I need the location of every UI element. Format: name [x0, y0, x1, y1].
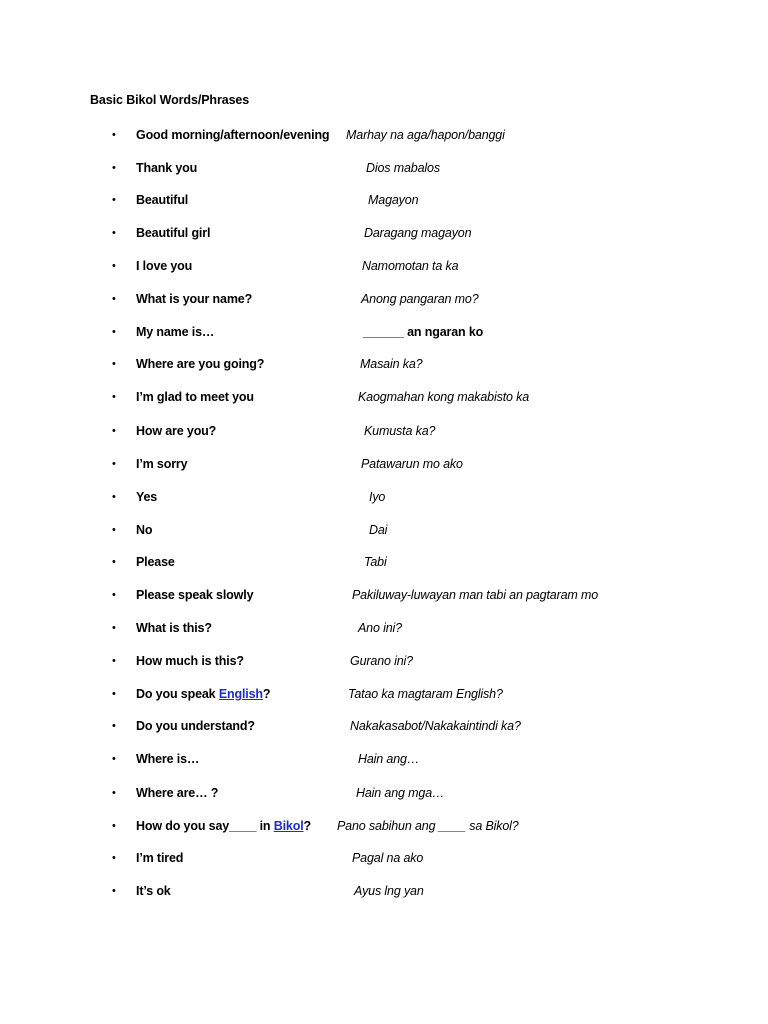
english-phrase: No [136, 523, 153, 537]
bullet-icon: • [112, 129, 116, 141]
english-phrase: I love you [136, 259, 193, 273]
english-phrase: Beautiful [136, 193, 189, 207]
english-phrase: Yes [136, 490, 158, 504]
list-item [0, 422, 768, 442]
bikol-translation: Hain ang mga… [356, 786, 445, 800]
list-item [0, 323, 768, 343]
list-item [0, 126, 768, 146]
bullet-icon: • [112, 589, 116, 601]
bullet-icon: • [112, 622, 116, 634]
bullet-icon: • [112, 293, 116, 305]
bikol-translation: Dios mabalos [366, 161, 440, 175]
bikol-translation: Patawarun mo ako [361, 457, 463, 471]
bikol-translation: Magayon [368, 193, 419, 207]
list-item [0, 882, 768, 902]
bikol-link[interactable]: Bikol [273, 819, 304, 833]
bikol-translation: Daragang magayon [364, 226, 472, 240]
bikol-translation: Ayus lng yan [354, 884, 424, 898]
english-phrase-part: Do you speak [136, 687, 219, 701]
list-item [0, 159, 768, 179]
list-item [0, 388, 768, 408]
english-phrase: Good morning/afternoon/evening [136, 128, 330, 142]
bikol-translation: Iyo [369, 490, 386, 504]
english-phrase: I’m sorry [136, 457, 188, 471]
list-item [0, 488, 768, 508]
bullet-icon: • [112, 227, 116, 239]
list-item [0, 784, 768, 804]
bikol-translation: Ano ini? [358, 621, 402, 635]
english-phrase: Where are you going? [136, 357, 265, 371]
list-item [0, 717, 768, 737]
bikol-translation: Nakakasabot/Nakakaintindi ka? [350, 719, 521, 733]
list-item [0, 817, 768, 837]
bullet-icon: • [112, 688, 116, 700]
english-phrase: Please [136, 555, 175, 569]
list-item [0, 849, 768, 869]
list-item [0, 750, 768, 770]
bikol-translation: Dai [369, 523, 388, 537]
english-phrase-part: ? [262, 687, 271, 701]
bullet-icon: • [112, 391, 116, 403]
list-item [0, 685, 768, 705]
list-item [0, 257, 768, 277]
list-item [0, 455, 768, 475]
list-item [0, 521, 768, 541]
list-item [0, 586, 768, 606]
bikol-translation: Pano sabihun ang ____ sa Bikol? [337, 819, 519, 833]
bikol-translation: ______ an ngaran ko [363, 325, 484, 339]
bullet-icon: • [112, 491, 116, 503]
bullet-icon: • [112, 194, 116, 206]
english-phrase: How much is this? [136, 654, 244, 668]
english-phrase: Where is… [136, 752, 200, 766]
document-title: Basic Bikol Words/Phrases [90, 93, 250, 107]
bullet-icon: • [112, 787, 116, 799]
bullet-icon: • [112, 458, 116, 470]
english-phrase [136, 685, 270, 703]
list-item [0, 191, 768, 211]
english-phrase: I’m tired [136, 851, 184, 865]
english-phrase [136, 817, 311, 835]
english-phrase: Thank you [136, 161, 198, 175]
bullet-icon: • [112, 720, 116, 732]
bullet-icon: • [112, 358, 116, 370]
bikol-translation: Namomotan ta ka [362, 259, 459, 273]
bullet-icon: • [112, 655, 116, 667]
bullet-icon: • [112, 852, 116, 864]
bikol-translation: Masain ka? [360, 357, 423, 371]
list-item [0, 652, 768, 672]
bikol-translation: Kumusta ka? [364, 424, 436, 438]
list-item [0, 619, 768, 639]
english-phrase: My name is… [136, 325, 215, 339]
bullet-icon: • [112, 524, 116, 536]
english-phrase: It’s ok [136, 884, 171, 898]
english-phrase: Beautiful girl [136, 226, 211, 240]
english-phrase: Please speak slowly [136, 588, 254, 602]
english-phrase: I’m glad to meet you [136, 390, 254, 404]
list-item [0, 355, 768, 375]
bikol-translation: Pagal na ako [352, 851, 424, 865]
list-item [0, 224, 768, 244]
bullet-icon: • [112, 162, 116, 174]
english-phrase: What is this? [136, 621, 212, 635]
bullet-icon: • [112, 820, 116, 832]
english-phrase-part: How do you say____ in [136, 819, 274, 833]
english-phrase: What is your name? [136, 292, 253, 306]
bikol-translation: Anong pangaran mo? [361, 292, 479, 306]
bullet-icon: • [112, 326, 116, 338]
list-item [0, 290, 768, 310]
list-item [0, 553, 768, 573]
bullet-icon: • [112, 556, 116, 568]
bullet-icon: • [112, 885, 116, 897]
bikol-translation: Pakiluway-luwayan man tabi an pagtaram mo [352, 588, 599, 602]
bullet-icon: • [112, 260, 116, 272]
english-phrase: How are you? [136, 424, 217, 438]
bullet-icon: • [112, 753, 116, 765]
english-phrase: Where are… ? [136, 786, 219, 800]
bullet-icon: • [112, 425, 116, 437]
english-phrase-part: ? [303, 819, 312, 833]
english-phrase: Do you understand? [136, 719, 255, 733]
bikol-translation: Gurano ini? [350, 654, 413, 668]
bikol-translation: Tatao ka magtaram English? [348, 687, 503, 701]
bikol-translation: Marhay na aga/hapon/banggi [346, 128, 505, 142]
bikol-translation: Kaogmahan kong makabisto ka [358, 390, 530, 404]
bikol-translation: Hain ang… [358, 752, 420, 766]
bikol-translation: Tabi [364, 555, 387, 569]
english-link[interactable]: English [218, 687, 263, 701]
